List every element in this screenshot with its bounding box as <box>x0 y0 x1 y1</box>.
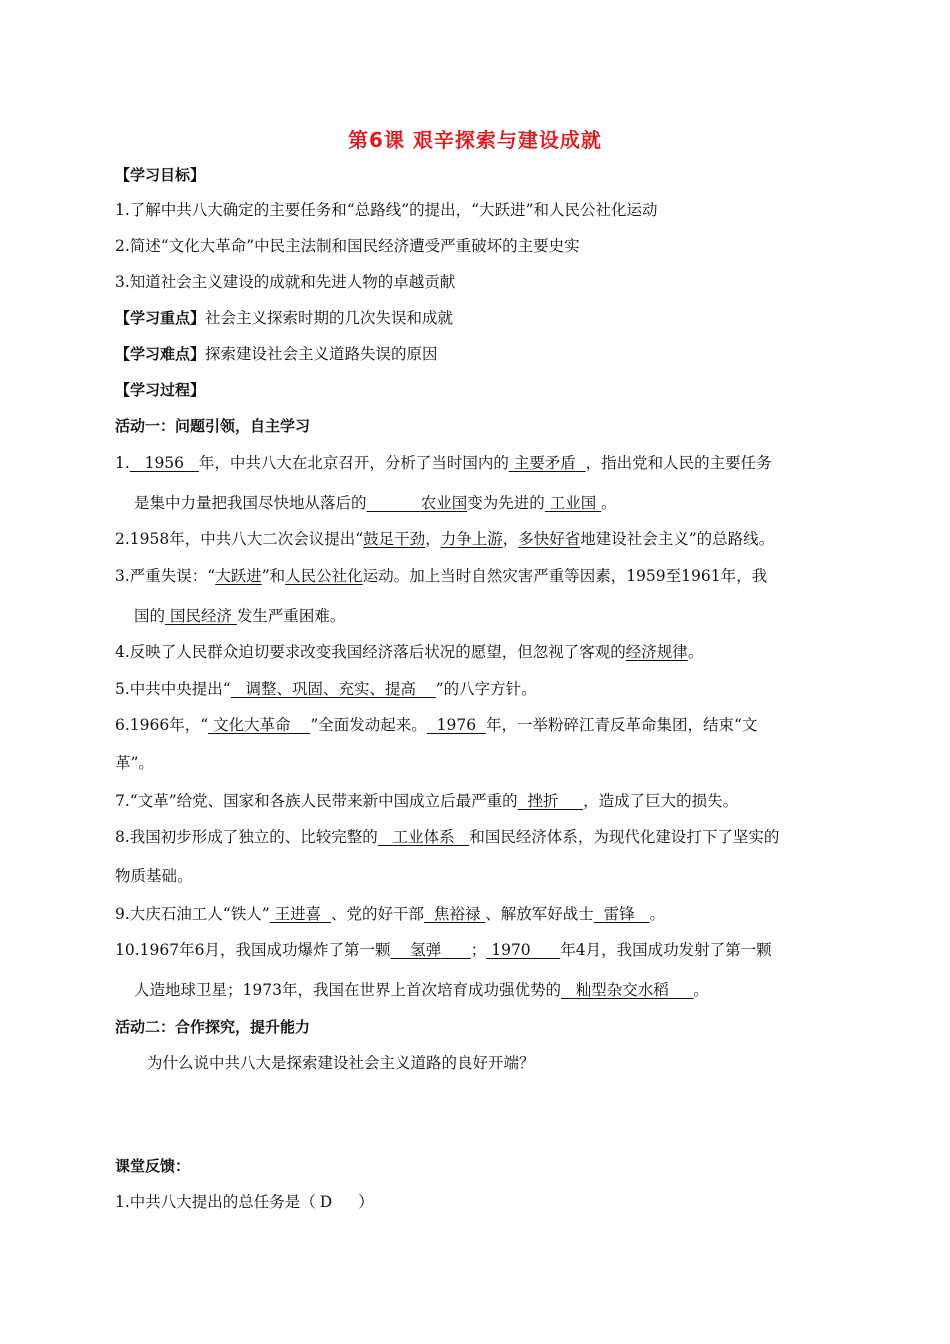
question-text: ”全面发动起来。 <box>310 716 427 734</box>
answer-blank <box>518 792 584 810</box>
question-text: ， <box>502 530 519 548</box>
difficulty-label: 【学习难点】 <box>115 345 206 363</box>
question-9 <box>115 904 665 924</box>
question-text: 、党的好干部 <box>330 905 424 923</box>
question-text: 国的 <box>134 607 166 625</box>
answer-text: 工业体系 <box>392 828 455 846</box>
answer-text: 籼型杂交水稻 <box>575 981 669 999</box>
answer-text: 雷锋 <box>603 905 635 923</box>
question-text: ”和 <box>261 567 286 585</box>
answer-text: 1956 <box>144 454 185 472</box>
question-text: 年，一举粉碎江青反革命集团，结束“文 <box>485 716 758 734</box>
feedback-question-1 <box>115 1192 374 1212</box>
question-text: ， <box>425 530 441 548</box>
answer-blank <box>561 981 693 999</box>
question-text: 发生严重困难。 <box>236 607 346 625</box>
answer-text: 1976 <box>436 716 477 734</box>
answer-text: 力争上游 <box>440 530 503 548</box>
question-text: 。 <box>649 905 665 923</box>
objective-item: 2.简述“文化大革命”中民主法制和国民经济遭受严重破坏的主要史实 <box>115 237 580 255</box>
question-text: 年4月，我国成功发射了第一颗 <box>560 941 772 959</box>
answer-blank <box>424 905 485 923</box>
question-text: 运动。加上当时自然灾害严重等因素，1959至1961年，我 <box>362 567 768 585</box>
answer-blank <box>427 716 486 734</box>
question-6-cont: 革”。 <box>115 754 154 772</box>
answer-blank <box>509 454 586 472</box>
question-text: ） <box>358 1193 374 1211</box>
question-text: 9.大庆石油工人“铁人” <box>115 905 270 923</box>
answer-text: 氢弹 <box>410 941 442 959</box>
question-text: 7.“文革”给党、国家和各族人民带来新中国成立后最严重的 <box>115 792 518 810</box>
question-3-cont <box>134 606 345 626</box>
answer-blank <box>390 941 470 959</box>
objective-item: 3.知道社会主义建设的成就和先进人物的卓越贡献 <box>115 273 456 291</box>
question-text: 3.严重失误：“ <box>115 567 216 585</box>
answer-blank <box>231 680 436 698</box>
question-text: 4.反映了人民群众迫切要求改变我国经济落后状况的愿望，但忽视了客观的 <box>115 643 626 661</box>
question-1 <box>115 453 772 473</box>
answer-blank <box>594 905 650 923</box>
difficulty <box>115 344 438 364</box>
answer-text: 文化大革命 <box>213 716 291 734</box>
answer-text: 人民公社化 <box>285 567 363 585</box>
question-8 <box>115 827 779 847</box>
answer-blank <box>130 454 199 472</box>
answer-text: 王进喜 <box>274 905 322 923</box>
question-text: 和国民经济体系，为现代化建设打下了坚实的 <box>469 828 780 846</box>
answer-blank <box>486 941 560 959</box>
question-7 <box>115 791 738 811</box>
key-point-label: 【学习重点】 <box>115 309 206 327</box>
question-text: 6.1966年，“ <box>115 716 209 734</box>
question-10-cont <box>134 980 709 1000</box>
question-text: 是集中力量把我国尽快地从落后的 <box>134 494 367 512</box>
answer-blank <box>165 607 237 625</box>
answer-text: 调整、巩固、充实、提高 <box>245 680 417 698</box>
question-4 <box>115 642 703 662</box>
activity2-heading: 活动二：合作探究，提升能力 <box>115 1018 311 1036</box>
question-text: ，造成了巨大的损失。 <box>583 792 739 810</box>
feedback-heading: 课堂反馈： <box>115 1157 191 1175</box>
question-text: 。 <box>687 643 704 661</box>
question-6 <box>115 715 757 735</box>
question-8-cont: 物质基础。 <box>115 867 193 885</box>
answer-text: 焦裕禄 <box>433 905 481 923</box>
question-text: 、解放军好战士 <box>485 905 594 923</box>
answer-blank <box>367 494 468 512</box>
activity2-question: 为什么说中共八大是探索建设社会主义道路的良好开端？ <box>147 1054 535 1072</box>
question-text: ”的八字方针。 <box>435 680 537 698</box>
question-text: 5.中共中央提出“ <box>115 680 231 698</box>
difficulty-text: 探索建设社会主义道路失误的原因 <box>205 345 438 363</box>
answer-text: 多快好省 <box>518 530 581 548</box>
question-text: ，指出党和人民的主要任务 <box>585 454 772 472</box>
question-text: 人造地球卫星；1973年，我国在世界上首次培育成功强优势的 <box>134 981 561 999</box>
question-text: 1. <box>115 454 130 472</box>
key-point-text: 社会主义探索时期的几次失误和成就 <box>205 309 454 327</box>
answer-text: 大跃进 <box>215 567 262 585</box>
question-text: 8.我国初步形成了独立的、比较完整的 <box>115 828 378 846</box>
question-text: 。 <box>693 981 709 999</box>
question-5 <box>115 679 537 699</box>
question-text: 年，中共八大在北京召开，分析了当时国内的 <box>198 454 509 472</box>
process-heading: 【学习过程】 <box>115 381 206 399</box>
page-title: 第6课 艰辛探索与建设成就 <box>348 128 602 152</box>
answer-text: 鼓足干劲 <box>363 530 426 548</box>
answer-blank <box>545 494 601 512</box>
answer-text: 工业国 <box>549 494 597 512</box>
key-point <box>115 308 453 328</box>
question-2 <box>115 529 774 549</box>
answer-text: 农业国 <box>420 494 468 512</box>
answer-blank <box>208 716 310 734</box>
activity1-heading: 活动一：问题引领，自主学习 <box>115 417 311 435</box>
question-text: 1.中共八大提出的总任务是（ <box>115 1193 316 1211</box>
objectives-heading: 【学习目标】 <box>115 166 206 184</box>
question-text: ； <box>470 941 487 959</box>
question-text: 2.1958年，中共八大二次会议提出“ <box>115 530 364 548</box>
answer-text: 国民经济 <box>169 607 232 625</box>
answer-text: 主要矛盾 <box>513 454 576 472</box>
question-text: 。 <box>601 494 617 512</box>
answer-text: D <box>319 1193 333 1211</box>
question-10 <box>115 940 772 960</box>
question-text: 10.1967年6月，我国成功爆炸了第一颗 <box>115 941 391 959</box>
answer-blank <box>270 905 331 923</box>
question-3 <box>115 566 767 586</box>
objective-item: 1.了解中共八大确定的主要任务和“总路线”的提出，“大跃进”和人民公社化运动 <box>115 201 658 219</box>
question-text: 地建设社会主义”的总路线。 <box>580 530 775 548</box>
answer-text: 经济规律 <box>625 643 688 661</box>
answer-blank <box>378 828 470 846</box>
question-1-cont <box>134 493 617 513</box>
question-text: 变为先进的 <box>467 494 545 512</box>
answer-text: 1970 <box>491 941 531 959</box>
answer-text: 挫折 <box>527 792 559 810</box>
